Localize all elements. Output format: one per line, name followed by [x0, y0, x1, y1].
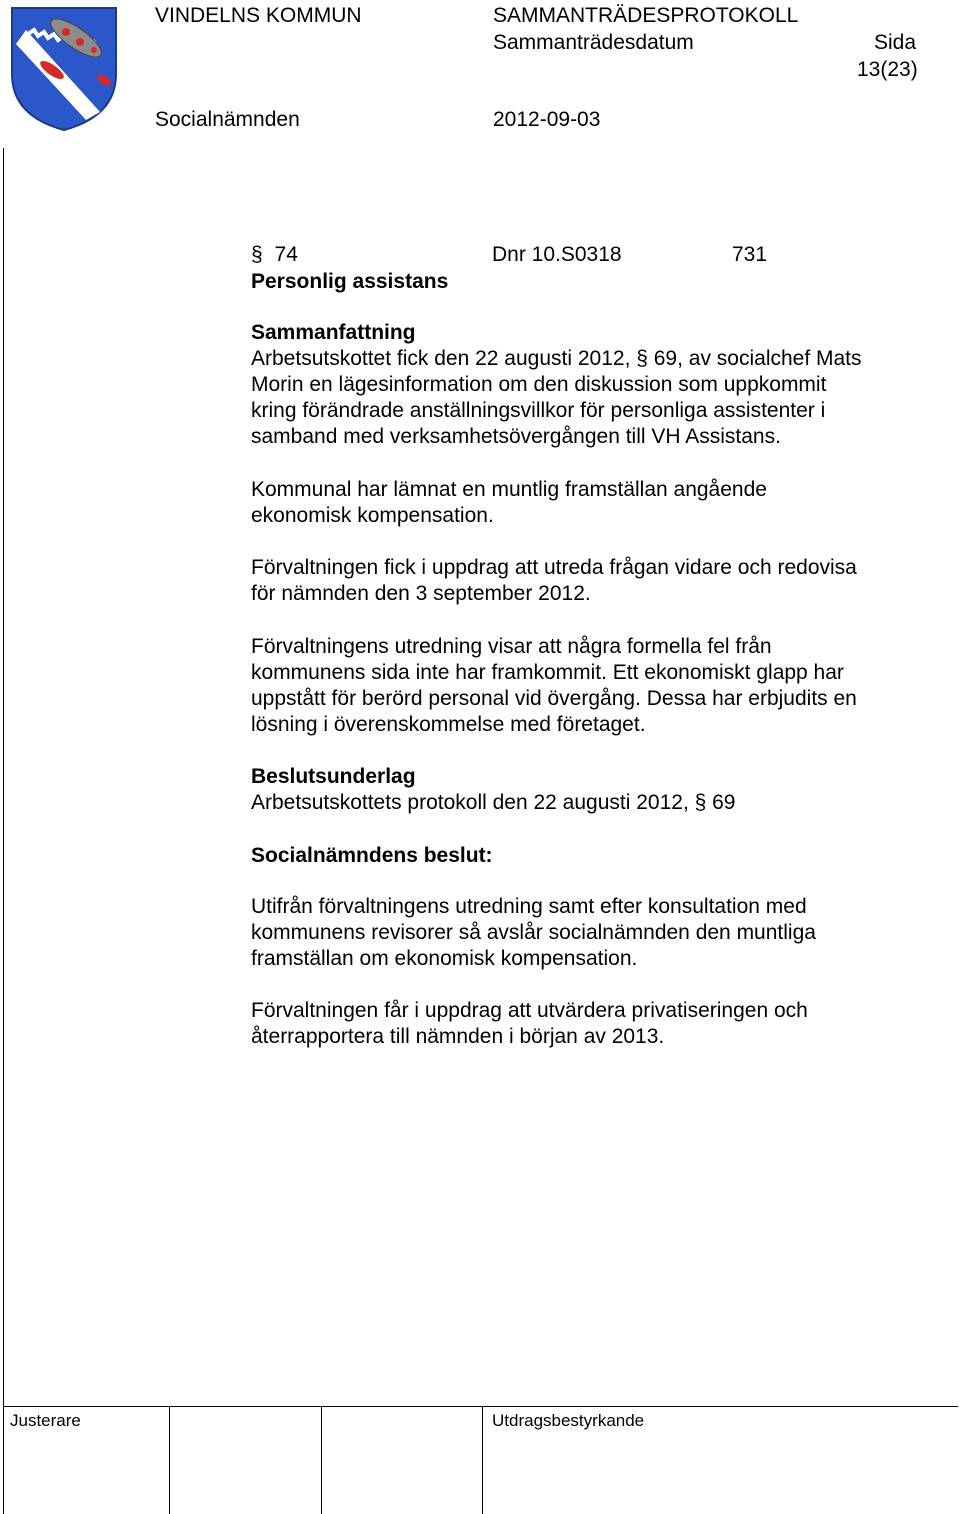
paragraph-symbol: §	[251, 243, 263, 266]
summary-heading: Sammanfattning	[251, 321, 416, 344]
meeting-date-label: Sammanträdesdatum	[493, 31, 694, 54]
decision-line: återrapportera till nämnden i början av 2013.	[251, 1025, 665, 1048]
paragraph-line: Kommunal har lämnat en muntlig framställan angående	[251, 478, 767, 501]
paragraph-line: uppstått för berörd personal vid övergång. Dessa har erbjudits en	[251, 687, 857, 710]
decision-heading: Socialnämndens beslut:	[251, 844, 493, 867]
paragraph-line: lösning i överenskommelse med företaget.	[251, 713, 646, 736]
decision-paragraph	[251, 998, 931, 1050]
section-number	[251, 242, 298, 268]
section-number-value: 74	[274, 243, 298, 266]
left-margin-rule	[3, 148, 4, 1514]
section-title: Personlig assistans	[251, 270, 449, 293]
footer-top-rule	[3, 1406, 958, 1407]
page-number: 13(23)	[857, 58, 918, 81]
decision-line: kommunens revisorer så avslår socialnämnden den muntliga	[251, 921, 816, 944]
extract-certification-label: Utdragsbestyrkande	[492, 1411, 645, 1430]
summary-line: Morin en lägesinformation om den diskussion som uppkommit	[251, 373, 827, 396]
meeting-date: 2012-09-03	[493, 108, 601, 131]
decision-line: Förvaltningen får i uppdrag att utvärdera privatiseringen och	[251, 999, 808, 1022]
body-paragraph	[251, 477, 931, 529]
basis-text: Arbetsutskottets protokoll den 22 augusti 2012, § 69	[251, 791, 736, 814]
board-name: Socialnämnden	[155, 108, 300, 131]
body-paragraph	[251, 634, 931, 738]
footer-divider	[482, 1406, 483, 1514]
coat-of-arms-logo	[8, 4, 120, 134]
basis-heading: Beslutsunderlag	[251, 765, 416, 788]
diary-number: Dnr 10.S0318	[492, 243, 622, 266]
paragraph-line: ekonomisk kompensation.	[251, 504, 494, 527]
decision-line: framställan om ekonomisk kompensation.	[251, 947, 638, 970]
shield-icon	[8, 4, 120, 134]
summary-line: Arbetsutskottet fick den 22 augusti 2012, § 69, av socialchef Mats	[251, 347, 862, 370]
paragraph-line: Förvaltningens utredning visar att några formella fel från	[251, 635, 772, 658]
paragraph-line: kommunens sida inte har framkommit. Ett ekonomiskt glapp har	[251, 661, 844, 684]
page-label: Sida	[874, 31, 917, 54]
archive-code: 731	[732, 243, 768, 266]
summary-line: samband med verksamhetsövergången till VH Assistans.	[251, 425, 781, 448]
decision-paragraph	[251, 894, 931, 972]
footer-divider	[321, 1406, 322, 1514]
body-paragraph	[251, 555, 931, 607]
paragraph-line: för nämnden den 3 september 2012.	[251, 582, 591, 605]
paragraph-line: Förvaltningen fick i uppdrag att utreda frågan vidare och redovisa	[251, 556, 857, 579]
adjuster-label: Justerare	[10, 1411, 81, 1430]
footer-divider	[169, 1406, 170, 1514]
summary-line: kring förändrade anställningsvillkor för personliga assistenter i	[251, 399, 826, 422]
summary-paragraph	[251, 346, 931, 450]
decision-line: Utifrån förvaltningens utredning samt efter konsultation med	[251, 895, 807, 918]
municipality-name: VINDELNS KOMMUN	[155, 4, 362, 27]
document-type: SAMMANTRÄDESPROTOKOLL	[493, 4, 799, 27]
